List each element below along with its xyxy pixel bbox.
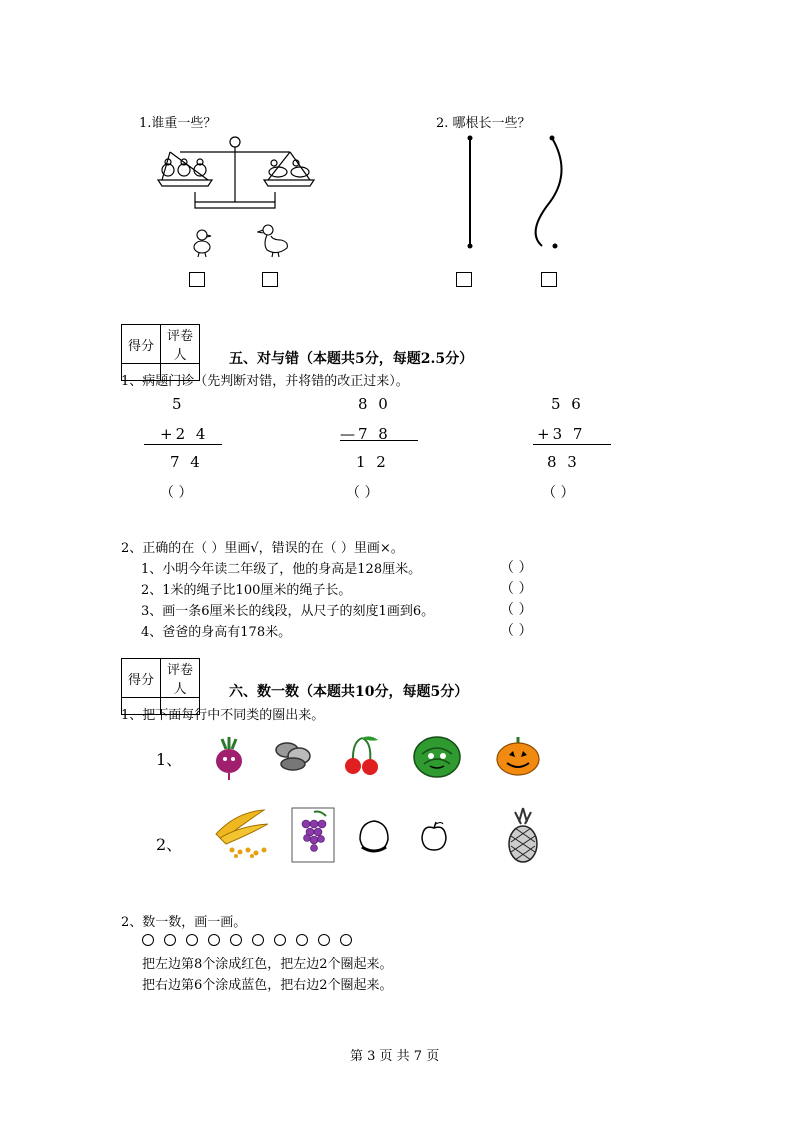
circle-5[interactable] bbox=[230, 934, 242, 946]
tf-answer-4[interactable]: （ ） bbox=[500, 623, 533, 639]
instruction-line-1: 把左边第8个涂成红色，把左边2个圈起来。 bbox=[142, 957, 393, 972]
banana-icon[interactable] bbox=[212, 806, 272, 860]
problem1-top: 5 bbox=[172, 395, 185, 413]
duck-icon bbox=[257, 222, 291, 258]
answer-box-duck[interactable] bbox=[262, 272, 278, 287]
circle-9[interactable] bbox=[318, 934, 330, 946]
section6-heading: 六、数一数（本题共10分，每题5分） bbox=[229, 684, 469, 700]
circle-2[interactable] bbox=[164, 934, 176, 946]
problem1-line bbox=[144, 444, 222, 445]
balance-scale-illustration bbox=[150, 130, 320, 220]
peach-icon[interactable] bbox=[356, 817, 392, 855]
pineapple-icon[interactable] bbox=[503, 806, 543, 864]
page-footer: 第 3 页 共 7 页 bbox=[350, 1049, 440, 1064]
problem3-top: 5 6 bbox=[551, 395, 584, 413]
problem1-answer[interactable]: （ ） bbox=[160, 485, 193, 501]
chick-icon bbox=[190, 226, 214, 258]
grader-cell-label: 评卷人 bbox=[161, 659, 200, 698]
tf-answer-2[interactable]: （ ） bbox=[500, 581, 533, 597]
apple-icon[interactable] bbox=[419, 820, 449, 852]
problem3-line bbox=[533, 444, 611, 445]
radish-icon[interactable] bbox=[212, 735, 246, 781]
problem1-op: +2 4 bbox=[160, 425, 209, 443]
grape-icon[interactable] bbox=[290, 806, 336, 864]
two-lines-illustration bbox=[460, 132, 570, 252]
circle-3[interactable] bbox=[186, 934, 198, 946]
cabbage-icon[interactable] bbox=[412, 734, 462, 780]
question-heavier-label: 1.谁重一些？ bbox=[139, 116, 217, 131]
cherry-icon[interactable] bbox=[342, 734, 382, 778]
instruction-line-2: 把右边第6个涂成蓝色，把右边2个圈起来。 bbox=[142, 978, 393, 993]
row2-label: 2、 bbox=[156, 835, 183, 854]
problem3-answer[interactable]: （ ） bbox=[542, 485, 575, 501]
problem3-op: +3 7 bbox=[537, 425, 586, 443]
tf-answer-3[interactable]: （ ） bbox=[500, 602, 533, 618]
score-cell-label: 得分 bbox=[122, 325, 161, 364]
circle-7[interactable] bbox=[274, 934, 286, 946]
answer-box-straight[interactable] bbox=[456, 272, 472, 287]
circle-row bbox=[142, 932, 362, 947]
problem2-line bbox=[340, 440, 418, 441]
section5-q2: 2、正确的在（ ）里画√，错误的在（ ）里画×。 bbox=[121, 541, 404, 556]
mushroom-vegetable-icon[interactable] bbox=[273, 738, 313, 772]
row1-label: 1、 bbox=[156, 750, 183, 769]
pumpkin-icon[interactable] bbox=[495, 735, 541, 777]
tf-answer-1[interactable]: （ ） bbox=[500, 560, 533, 576]
circle-6[interactable] bbox=[252, 934, 264, 946]
grader-cell-label: 评卷人 bbox=[161, 325, 200, 364]
answer-box-chick[interactable] bbox=[189, 272, 205, 287]
problem2-result: 1 2 bbox=[356, 453, 389, 471]
circle-4[interactable] bbox=[208, 934, 220, 946]
tf-item-1: 1、小明今年读二年级了，他的身高是128厘米。 bbox=[141, 562, 422, 577]
answer-box-curved[interactable] bbox=[541, 272, 557, 287]
section5-q1: 1、病题门诊（先判断对错，并将错的改正过来）。 bbox=[121, 374, 409, 389]
problem3-result: 8 3 bbox=[547, 453, 580, 471]
problem2-top: 8 0 bbox=[358, 395, 391, 413]
problem1-result: 7 4 bbox=[170, 453, 203, 471]
problem2-op: —7 8 bbox=[340, 425, 391, 443]
tf-item-2: 2、1米的绳子比100厘米的绳子长。 bbox=[141, 583, 352, 598]
question-longer-label: 2. 哪根长一些？ bbox=[436, 116, 531, 131]
section6-q1: 1、把下面每行中不同类的圈出来。 bbox=[121, 708, 325, 723]
section6-q2: 2、数一数，画一画。 bbox=[121, 915, 247, 930]
curved-line bbox=[536, 138, 562, 246]
tf-item-4: 4、爸爸的身高有178米。 bbox=[141, 625, 292, 640]
circle-1[interactable] bbox=[142, 934, 154, 946]
tf-item-3: 3、画一条6厘米长的线段，从尺子的刻度1画到6。 bbox=[141, 604, 435, 619]
section5-heading: 五、对与错（本题共5分，每题2.5分） bbox=[229, 351, 474, 367]
circle-10[interactable] bbox=[340, 934, 352, 946]
score-cell-label: 得分 bbox=[122, 659, 161, 698]
problem2-answer[interactable]: （ ） bbox=[346, 485, 379, 501]
circle-8[interactable] bbox=[296, 934, 308, 946]
